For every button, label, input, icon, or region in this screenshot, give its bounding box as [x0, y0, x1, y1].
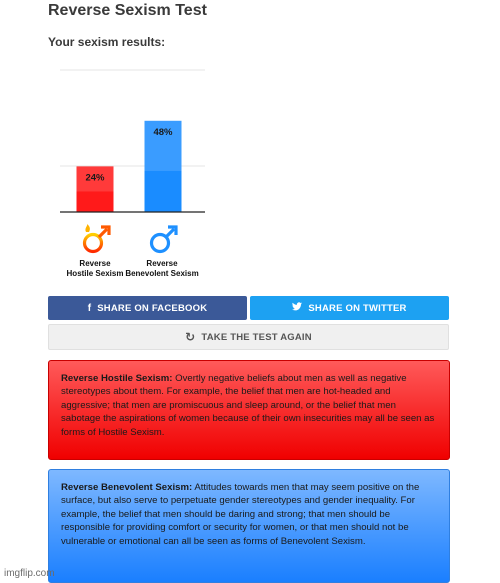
page-title: Reverse Sexism Test — [48, 2, 207, 19]
results-chart — [0, 0, 500, 230]
hostile-sexism-info-box — [48, 360, 450, 460]
chart-data-label: 48% — [153, 126, 173, 138]
facebook-icon: f — [87, 302, 92, 314]
category-label-benevolent — [117, 259, 207, 279]
benevolent-sexism-description: Attitudes towards men that may seem positive on the surface, but also serve to perpetuate gender stereotypes and gender inequality. For example, the belief that men should be daring and strong; that men should be responsible for providing comfort or security for women, or that men should not be vulnerable or emotional can all be seen as forms of Benevolent Sexism. — [61, 482, 420, 547]
category-label-line: Benevolent Sexism — [125, 269, 199, 278]
take-test-again-label: TAKE THE TEST AGAIN — [201, 331, 312, 343]
hostile-sexism-description: Overtly negative beliefs about men as well as negative stereotypes about them. For example, the belief that men are hot-headed and aggressive; that men are promiscuous and sleep around, or the belief that men sabotage the aspirations of women because of their own insecurities may all be seen as forms of Hostile Sexism. — [61, 373, 435, 438]
results-label: Your sexism results: — [48, 35, 166, 49]
share-facebook-button[interactable] — [48, 296, 247, 320]
twitter-icon — [292, 302, 302, 314]
watermark: imgflip.com — [4, 568, 55, 579]
chart-data-label: 24% — [85, 172, 105, 184]
share-twitter-label: SHARE ON TWITTER — [308, 302, 407, 314]
share-facebook-label: SHARE ON FACEBOOK — [97, 302, 208, 314]
take-test-again-button[interactable] — [48, 324, 449, 350]
mars-symbol-blue-icon — [145, 224, 179, 256]
share-twitter-button[interactable] — [250, 296, 449, 320]
refresh-icon: ↻ — [185, 330, 196, 344]
mars-symbol-fire-icon — [78, 224, 112, 256]
category-label-line: Hostile Sexism — [66, 269, 124, 278]
category-label-line: Reverse — [146, 259, 178, 268]
benevolent-sexism-term: Reverse Benevolent Sexism: — [61, 482, 193, 493]
category-label-line: Reverse — [79, 259, 111, 268]
hostile-sexism-term: Reverse Hostile Sexism: — [61, 373, 173, 384]
benevolent-sexism-info-box — [48, 469, 450, 583]
